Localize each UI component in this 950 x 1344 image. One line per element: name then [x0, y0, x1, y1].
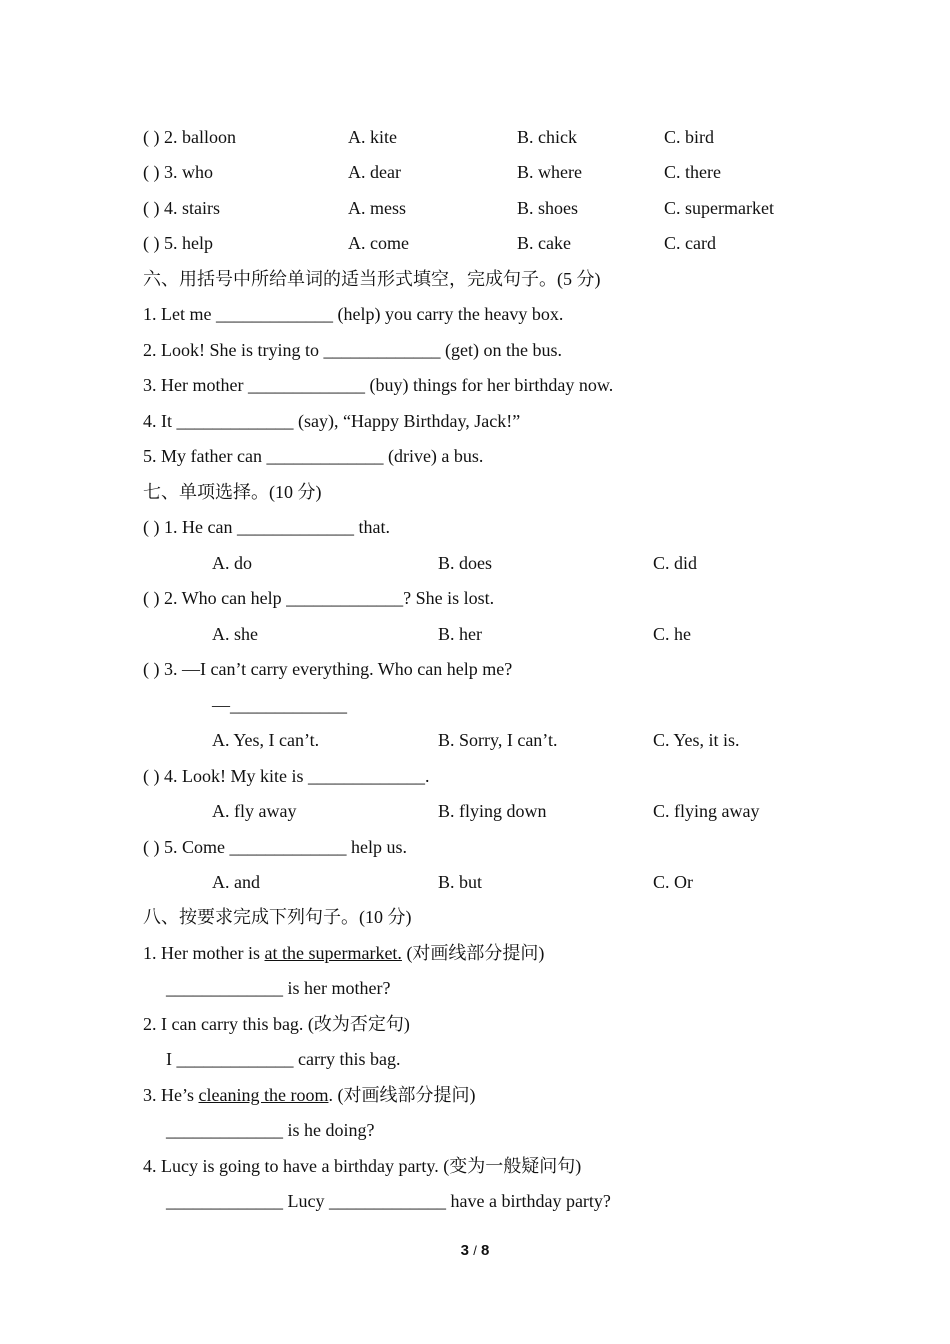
s7-q3-option-a: A. Yes, I can’t.	[212, 730, 320, 750]
page-current: 3	[460, 1242, 470, 1259]
page-total: 8	[480, 1242, 490, 1259]
s7-q4-option-a: A. fly away	[212, 801, 297, 821]
s7-q1-option-c: C. did	[653, 553, 698, 573]
s7-q4-option-b: B. flying down	[438, 801, 547, 821]
s7-q4-stem: ( ) 4. Look! My kite is _____________.	[143, 766, 430, 786]
s7-q3-answer-line: —_____________	[212, 695, 347, 715]
s5-row-3-stem: ( ) 3. who	[143, 162, 213, 182]
s5-row-3-option-c: C. there	[664, 162, 721, 182]
s5-row-2-stem: ( ) 2. balloon	[143, 127, 236, 147]
s7-q1-option-a: A. do	[212, 553, 252, 573]
s7-q3-stem: ( ) 3. —I can’t carry everything. Who can help me?	[143, 659, 513, 679]
s6-item-2: 2. Look! She is trying to _____________ (get) on the bus.	[143, 340, 562, 360]
s7-q2-stem: ( ) 2. Who can help _____________? She is lost.	[143, 588, 495, 608]
s7-q1-option-b: B. does	[438, 553, 492, 573]
s7-q2-option-a: A. she	[212, 624, 258, 644]
s8-s1-post: (对画线部分提问)	[401, 943, 545, 963]
s7-q5-option-c: C. Or	[653, 872, 693, 892]
s6-item-3: 3. Her mother _____________ (buy) things for her birthday now.	[143, 375, 614, 395]
s7-q5-option-a: A. and	[212, 872, 260, 892]
s5-row-3-option-a: A. dear	[348, 162, 401, 182]
s5-row-2-option-c: C. bird	[664, 127, 715, 147]
s8-sentence-4: 4. Lucy is going to have a birthday party. (变为一般疑问句)	[143, 1156, 582, 1176]
s8-s1-pre: 1. Her mother is	[143, 943, 265, 963]
s8-s2-answer: I _____________ carry this bag.	[166, 1049, 401, 1069]
section-7-title: 七、单项选择。(10 分)	[143, 482, 322, 502]
s8-s1-answer: _____________ is her mother?	[166, 978, 391, 998]
page-separator: /	[473, 1243, 477, 1258]
s7-q1-stem: ( ) 1. He can _____________ that.	[143, 517, 390, 537]
s5-row-4-option-a: A. mess	[348, 198, 406, 218]
s8-s3-post: . (对画线部分提问)	[328, 1085, 476, 1105]
s5-row-5-stem: ( ) 5. help	[143, 233, 213, 253]
s5-row-4-option-c: C. supermarket	[664, 198, 774, 218]
s5-row-2-option-b: B. chick	[517, 127, 577, 147]
s6-item-5: 5. My father can _____________ (drive) a bus.	[143, 446, 484, 466]
s8-s3-pre: 3. He’s	[143, 1085, 199, 1105]
s7-q5-stem: ( ) 5. Come _____________ help us.	[143, 837, 407, 857]
s7-q5-option-b: B. but	[438, 872, 483, 892]
s5-row-5-option-c: C. card	[664, 233, 716, 253]
s7-q3-option-c: C. Yes, it is.	[653, 730, 740, 750]
s8-sentence-1	[143, 942, 544, 964]
s7-q2-option-c: C. he	[653, 624, 691, 644]
s7-q4-option-c: C. flying away	[653, 801, 760, 821]
s8-s3-underlined: cleaning the room	[198, 1085, 329, 1105]
s5-row-2-option-a: A. kite	[348, 127, 397, 147]
s8-s1-underlined: at the supermarket.	[264, 943, 402, 963]
s5-row-3-option-b: B. where	[517, 162, 582, 182]
s8-s4-answer: _____________ Lucy _____________ have a birthday party?	[166, 1191, 611, 1211]
s5-row-4-option-b: B. shoes	[517, 198, 579, 218]
s8-s3-answer: _____________ is he doing?	[166, 1120, 375, 1140]
s5-row-5-option-b: B. cake	[517, 233, 571, 253]
page-number	[0, 1242, 950, 1259]
s7-q3-option-b: B. Sorry, I can’t.	[438, 730, 558, 750]
s6-item-4: 4. It _____________ (say), “Happy Birthday, Jack!”	[143, 411, 521, 431]
section-6-title: 六、用括号中所给单词的适当形式填空，完成句子。(5 分)	[143, 269, 601, 289]
section-8-title: 八、按要求完成下列句子。(10 分)	[143, 907, 412, 927]
s6-item-1: 1. Let me _____________ (help) you carry the heavy box.	[143, 304, 564, 324]
s5-row-5-option-a: A. come	[348, 233, 409, 253]
s5-row-4-stem: ( ) 4. stairs	[143, 198, 220, 218]
s8-sentence-2: 2. I can carry this bag. (改为否定句)	[143, 1014, 410, 1034]
s8-sentence-3	[143, 1084, 475, 1106]
s7-q2-option-b: B. her	[438, 624, 482, 644]
